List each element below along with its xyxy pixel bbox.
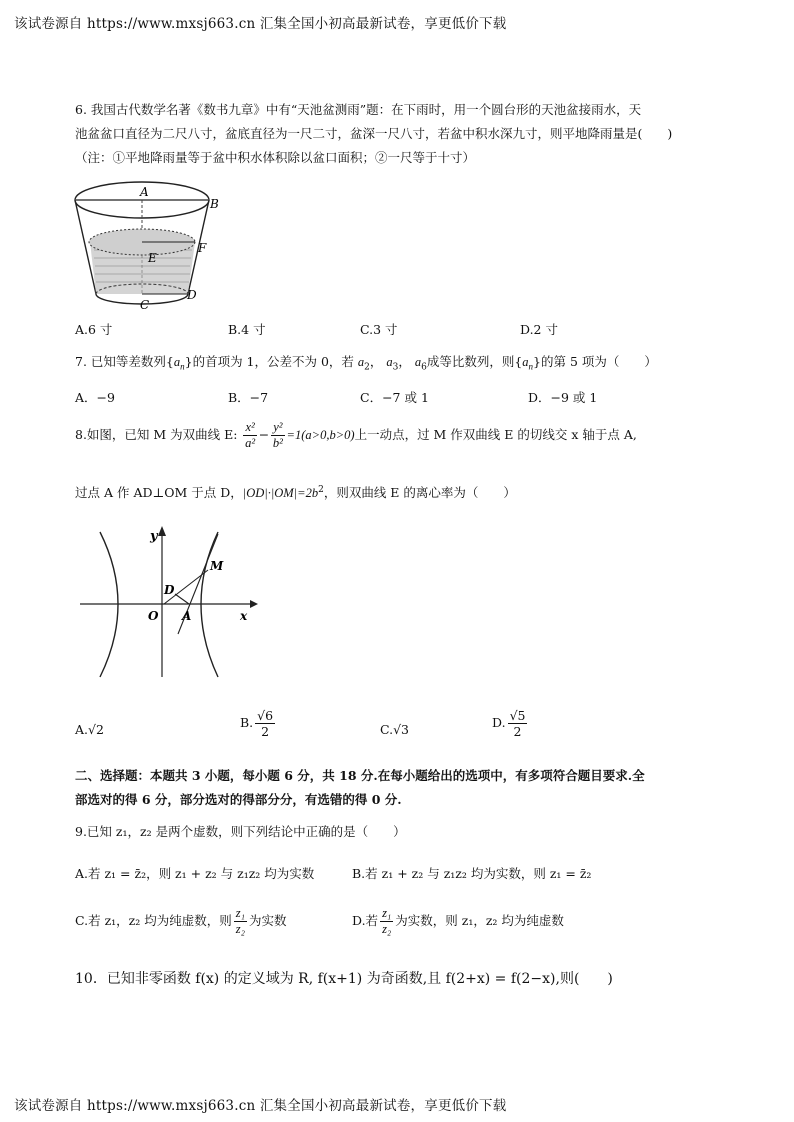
- q7-option-a: A．−9: [75, 390, 115, 405]
- label-C: C: [140, 298, 150, 312]
- section2-heading-line1: 二、选择题：本题共 3 小题，每小题 6 分，共 18 分.在每小题给出的选项中，有多项符合题目要求.全: [75, 768, 645, 783]
- q6-option-b: B.4 寸: [228, 322, 266, 337]
- label-A: A: [140, 185, 149, 199]
- q9-option-c: C.若 z₁，z₂ 均为纯虚数，则 $\frac{\text{z₁}}{\text{z₂}}$ 为实数: [75, 906, 287, 936]
- q8-option-b: B. $\frac{√6}{2}$: [240, 708, 274, 739]
- label-O: O: [148, 609, 159, 623]
- q6-option-c: C.3 寸: [360, 322, 398, 337]
- q7-stem: 7. 已知等差数列$\{a_n\}$的首项为 1，公差不为 0，若 $a_2$， $a_3$， $a_6$成等比数列，则$\{a_n\}$的第 5 项为（ ）: [75, 354, 657, 373]
- page-header: 该试卷源自 https://www.mxsj663.cn 汇集全国小初高最新试卷，享更低价下载: [14, 16, 507, 32]
- q10-stem: 10．已知非零函数 f(x) 的定义域为 R, f(x+1) 为奇函数,且 f(2+x) = f(2−x),则( ): [75, 971, 613, 987]
- q9-stem: 9.已知 z₁，z₂ 是两个虚数，则下列结论中正确的是（ ）: [75, 824, 406, 839]
- q8-option-a: A.√2: [75, 722, 104, 737]
- q6-line2: 池盆盆口直径为二尺八寸，盆底直径为一尺二寸，盆深一尺八寸，若盆中积水深九寸，则平地降雨量是( ): [75, 126, 673, 141]
- q9-option-d: D.若 $\frac{\text{z₁}}{\text{z₂}}$ 为实数，则 z₁，z₂ 均为纯虚数: [352, 906, 564, 936]
- section2-heading-line2: 部选对的得 6 分，部分选对的得部分分，有选错的得 0 分.: [75, 792, 402, 807]
- q7-option-c: C．−7 或 1: [360, 390, 429, 405]
- q8-stem-line2: 过点 A 作 AD⊥OM 于点 D，$|OD|\cdot|OM|=2b^2$，则双曲线 E 的离心率为（ ）: [75, 485, 516, 501]
- q6-option-d: D.2 寸: [520, 322, 558, 337]
- label-x: x: [240, 609, 248, 623]
- label-M: M: [210, 559, 224, 573]
- label-A: A: [182, 609, 192, 623]
- label-E: E: [148, 251, 157, 265]
- q7-option-b: B．−7: [228, 390, 269, 405]
- q8-stem-line1: 8.如图，已知 M 为双曲线 E: $\frac{\text{x²}}{\text{a²}}$ − $\frac{\text{y²}}{\text{b²}}$ =1(a>0,b>0)上一动点，过 M 作双曲线 E 的切线交 x 轴于点 A,: [75, 420, 637, 450]
- q9-option-a: A.若 z₁ = z̄₂，则 z₁ + z₂ 与 z₁z₂ 均为实数: [75, 866, 315, 881]
- label-F: F: [198, 241, 207, 255]
- basin-figure: [70, 172, 220, 314]
- q6-line1: 6. 我国古代数学名著《数书九章》中有“天池盆测雨”题：在下雨时，用一个圆台形的天池盆接雨水，天: [75, 102, 642, 117]
- q9-option-b: B.若 z₁ + z₂ 与 z₁z₂ 均为实数，则 z₁ = z̄₂: [352, 866, 592, 881]
- label-B: B: [210, 197, 219, 211]
- label-D: D: [187, 288, 197, 302]
- label-y: y: [150, 529, 158, 544]
- hyperbola-figure: [78, 522, 258, 682]
- q8-option-d: D. $\frac{√5}{2}$: [492, 708, 526, 739]
- q7-option-d: D．−9 或 1: [528, 390, 598, 405]
- page-footer: 该试卷源自 https://www.mxsj663.cn 汇集全国小初高最新试卷，享更低价下载: [14, 1098, 507, 1114]
- label-D: D: [164, 583, 175, 597]
- q6-note: （注：①平地降雨量等于盆中积水体积除以盆口面积；②一尺等于十寸）: [75, 150, 476, 165]
- q8-option-c: C.√3: [380, 722, 410, 737]
- q6-option-a: A.6 寸: [75, 322, 113, 337]
